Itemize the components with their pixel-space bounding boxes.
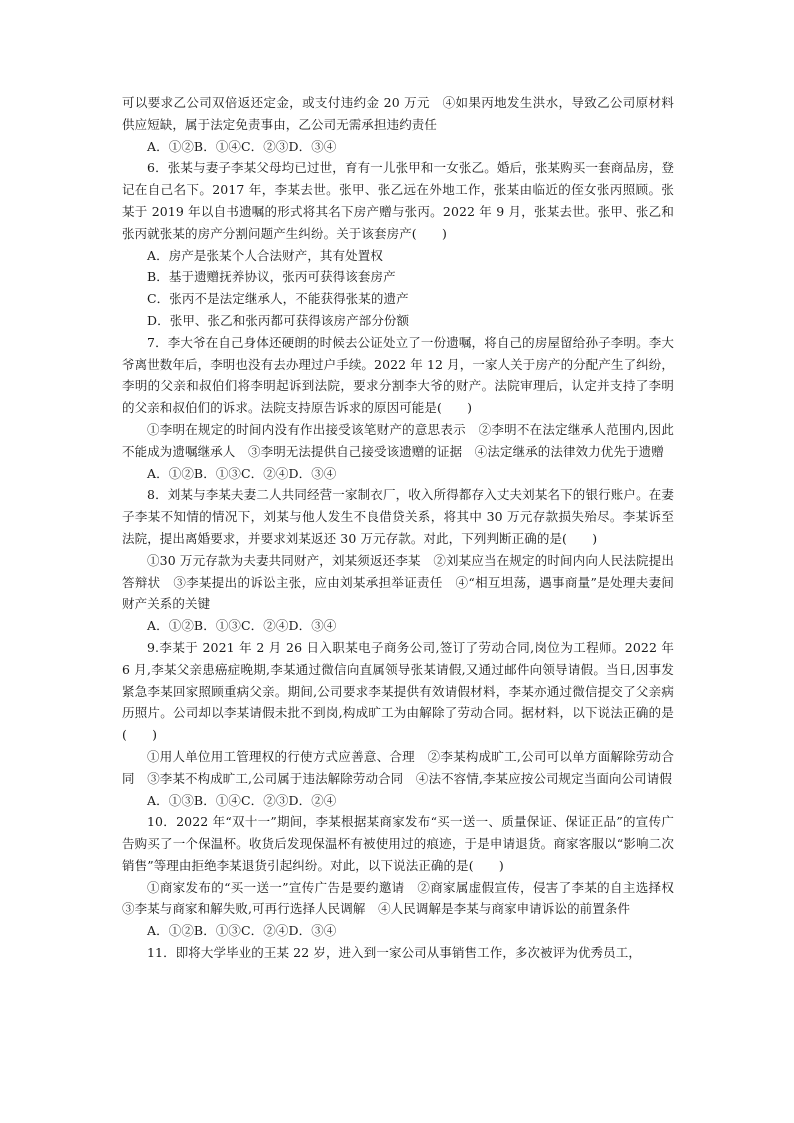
paragraph: ①用人单位用工管理权的行使方式应善意、合理 ②李某构成旷工,公司可以单方面解除劳动合同 ③李某不构成旷工,公司属于违法解除劳动合同 ④法不容情,李某应按公司规定当面向公司请假 [122,748,674,786]
paragraph: ①李明在规定的时间内没有作出接受该笔财产的意思表示 ②李明不在法定继承人范围内,因此不能成为遗嘱继承人 ③李明无法提供自己接受该遗赠的证据 ④法定继承的法律效力优先于遗赠 [122,421,674,459]
paragraph: 11．即将大学毕业的王某 22 岁，进入到一家公司从事销售工作，多次被评为优秀员工， [147,945,641,961]
answer-option: B．基于遗赠抚养协议，张丙可获得该套房产 [147,269,396,285]
answer-option: A．房产是张某个人合法财产，其有处置权 [147,247,383,263]
paragraph: ①商家发布的“买一送一”宣传广告是要约邀请 ②商家属虚假宣传，侵害了李某的自主选择权 ③李某与商家和解失败,可再行选择人民调解 ④人民调解是李某与商家申请诉讼的前置条件 [122,879,687,917]
paragraph: 6．张某与妻子李某父母均已过世，育有一儿张甲和一女张乙。婚后，张某购买一套商品房，登记在自己名下。2017 年，李某去世。张甲、张乙远在外地工作，张某由临近的侄女张丙照顾。张某于 2019 年以自书遗嘱的形式将其名下房产赠与张丙。2022 年 9 月，张某去世。张甲、张乙和张丙就张某的房产分割问题产生纠纷。关于该套房产( ) [122,160,674,241]
paragraph: 可以要求乙公司双倍返还定金，或支付违约金 20 万元 ④如果丙地发生洪水，导致乙公司原材料供应短缺，属于法定免责事由，乙公司无需承担违约责任 [122,95,674,132]
answer-option: A．①②B．①④C．②③D．③④ [147,138,337,154]
answer-option: A．①②B．①③C．②④D．③④ [147,465,337,481]
paragraph: ①30 万元存款为夫妻共同财产，刘某须返还李某 ②刘某应当在规定的时间内向人民法院提出答辩状 ③李某提出的诉讼主张，应由刘某承担举证责任 ④“相互坦荡，遇事商量”是处理夫妻间财产关系的关键 [122,552,674,612]
paragraph: 8．刘某与李某夫妻二人共同经营一家制衣厂，收入所得都存入丈夫刘某名下的银行账户。在妻子李某不知情的情况下，刘某与他人发生不良借贷关系，将其中 30 万元存款损失殆尽。李某诉至法院，提出离婚要求，并要求刘某返还 30 万元存款。对此，下列判断正确的是( ) [122,487,674,546]
paragraph: 7．李大爷在自己身体还硬朗的时候去公证处立了一份遗嘱，将自己的房屋留给孙子李明。李大爷离世数年后，李明也没有去办理过户手续。2022 年 12 月，一家人关于房产的分配产生了纠纷，李明的父亲和叔伯们将李明起诉到法院，要求分割李大爷的财产。法院审理后，认定并支持了李明的父亲和叔伯们的诉求。法院支持原告诉求的原因可能是( ) [122,334,674,416]
answer-option: A．①②B．①③C．②④D．③④ [147,923,337,939]
answer-option: D．张甲、张乙和张丙都可获得该房产部分份额 [147,312,410,328]
answer-option: C．张丙不是法定继承人，不能获得张某的遗产 [147,291,409,307]
answer-option: A．①②B．①③C．②④D．③④ [147,618,337,634]
answer-option: A．①③B．①④C．②③D．②④ [147,792,337,808]
paragraph: 9.李某于 2021 年 2 月 26 日入职某电子商务公司,签订了劳动合同,岗位为工程师。2022 年 6 月,李某父亲患癌症晚期,李某通过微信向直属领导张某请假,又通过邮件向领导请假。当日,因事发紧急李某回家照顾重病父亲。期间,公司要求李某提供有效请假材料，李某亦通过微信提交了父亲病历照片。公司却以李某请假未批不到岗,构成旷工为由解除了劳动合同。据材料，以下说法正确的是( ) [122,639,674,743]
paragraph: 10．2022 年“双十一”期间，李某根据某商家发布“买一送一、质量保证、保证正品”的宣传广告购买了一个保温杯。收货后发现保温杯有被使用过的痕迹，于是申请退货。商家客服以“影响二次销售”等理由拒绝李某退货引起纠纷。对此，以下说法正确的是( ) [122,814,674,873]
document-body [122,92,687,964]
